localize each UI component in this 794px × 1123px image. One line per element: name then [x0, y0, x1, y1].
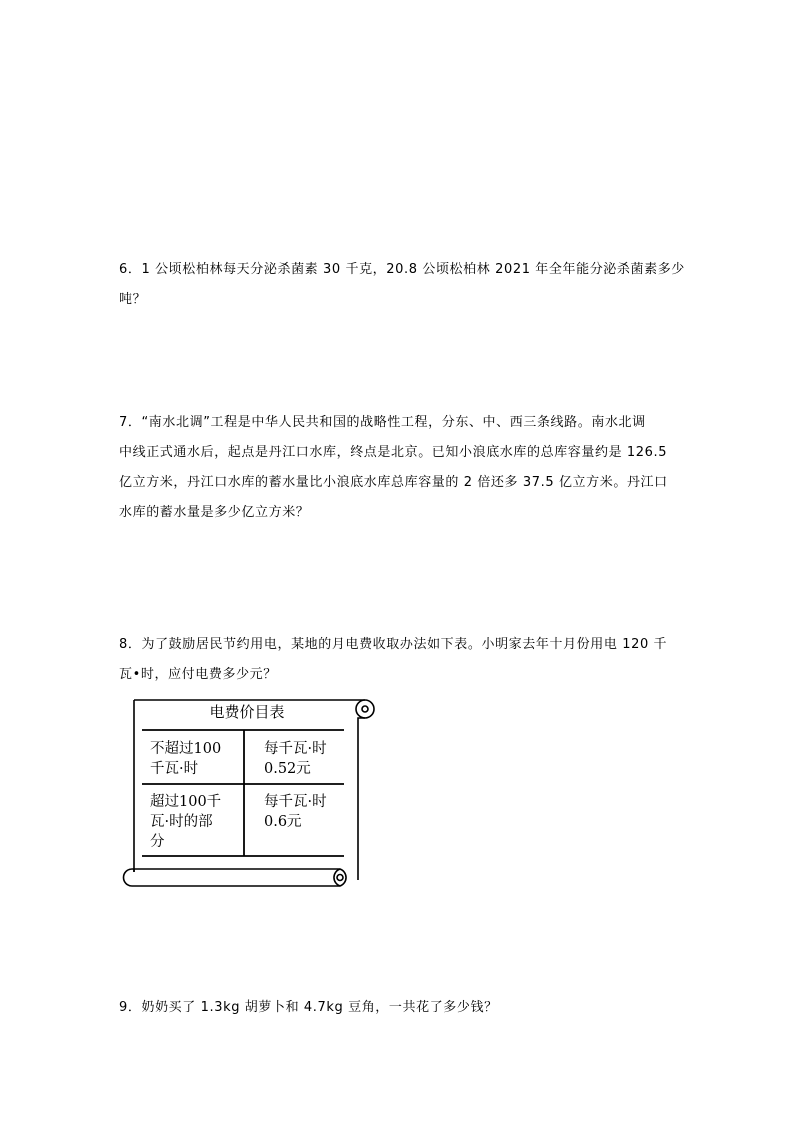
row-1-price: 每千瓦·时 0.52元 — [264, 741, 327, 777]
electricity-price-table — [118, 696, 378, 890]
question-8-line-1: 8．为了鼓励居民节约用电，某地的月电费收取办法如下表。小明家去年十月份用电 120 千 — [119, 637, 668, 652]
question-7-line-2: 中线正式通水后，起点是丹江口水库，终点是北京。已知小浪底水库的总库容量约是 126.5 — [119, 445, 668, 460]
table-title: 电费价目表 — [209, 703, 285, 721]
row-2-condition: 超过100千 瓦·时的部 分 — [150, 794, 222, 850]
question-6 — [119, 255, 685, 315]
question-6-line-2: 吨？ — [119, 292, 147, 307]
question-7-line-3: 亿立方米，丹江口水库的蓄水量比小浪底水库总库容量的 2 倍还多 37.5 亿立方米。丹江口 — [119, 475, 668, 490]
question-6-line-1: 6．1 公顷松柏林每天分泌杀菌素 30 千克，20.8 公顷松柏林 2021 年全年能分泌杀菌素多少 — [119, 262, 685, 277]
question-7-line-1: 7．“南水北调”工程是中华人民共和国的战略性工程，分东、中、西三条线路。南水北调 — [119, 415, 646, 430]
question-7 — [119, 408, 679, 528]
question-9-line-1: 9．奶奶买了 1.3kg 胡萝卜和 4.7kg 豆角，一共花了多少钱？ — [119, 1000, 498, 1015]
row-2-price: 每千瓦·时 0.6元 — [264, 794, 327, 830]
question-9 — [119, 993, 679, 1023]
question-8 — [119, 630, 679, 690]
row-1-condition: 不超过100 千瓦·时 — [150, 741, 222, 777]
question-7-line-4: 水库的蓄水量是多少亿立方米？ — [119, 505, 310, 520]
question-8-line-2: 瓦•时，应付电费多少元？ — [119, 667, 277, 682]
